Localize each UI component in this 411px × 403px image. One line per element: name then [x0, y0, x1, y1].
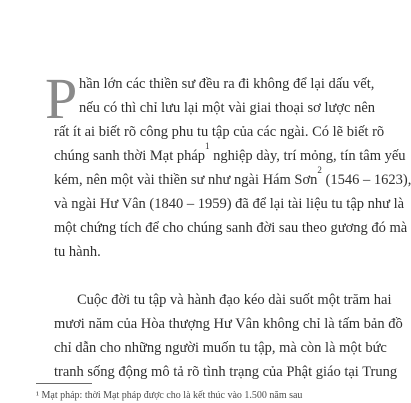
paragraph-1-line-6: và ngài Hư Vân (1840 – 1959) đã để lại tài liệu tu tập như là — [54, 196, 405, 212]
paragraph-1-line-4-text-b: nghiệp dày, trí mỏng, tín tâm yếu — [209, 148, 406, 164]
paragraph-1-line-7: một chứng tích để cho chúng sanh đời sau theo gương đó mà — [54, 220, 408, 236]
paragraph-1-line-5 — [54, 165, 411, 192]
paragraph-1-line-4-text-a: chúng sanh thời Mạt pháp — [54, 148, 206, 164]
paragraph-1-line-5-text-a: kém, nên một vài thiền sư như ngài Hám Sơn — [54, 172, 318, 188]
paragraph-1-line-5-text-b: (1546 – 1623), — [321, 172, 411, 188]
paragraph-2-line-3: chỉ dẫn cho những người muốn tu tập, mà còn là một bức — [54, 340, 387, 356]
footnote-1: ¹ Mạt pháp: thời Mạt pháp được cho là kết thúc vào 1.500 năm sau — [36, 390, 303, 401]
paragraph-1-line-8: tu hành. — [54, 244, 101, 260]
paragraph-1-line-3: rất ít ai biết rõ công phu tu tập của các ngài. Có lẽ biết rõ — [54, 124, 385, 140]
paragraph-2-line-4: tranh sống động mô tả rõ tình trạng của Phật giáo tại Trung — [54, 364, 398, 380]
paragraph-2-line-2: mươi năm của Hòa thượng Hư Vân không chỉ là tấm bản đồ — [54, 316, 403, 332]
paragraph-1-line-1: hần lớn các thiền sư đều ra đi không để lại dấu vết, — [79, 76, 375, 92]
paragraph-1-line-2: nếu có thì chỉ lưu lại một vài giai thoại sơ lược nên — [79, 100, 376, 116]
footnote-ref-1: 1 — [205, 141, 210, 152]
footnote-divider — [36, 383, 92, 384]
footnote-ref-2: 2 — [317, 165, 322, 176]
drop-cap-letter: P — [45, 66, 78, 131]
paragraph-1-line-4 — [54, 141, 406, 168]
paragraph-2-line-1: Cuộc đời tu tập và hành đạo kéo dài suốt một trăm hai — [77, 292, 392, 308]
